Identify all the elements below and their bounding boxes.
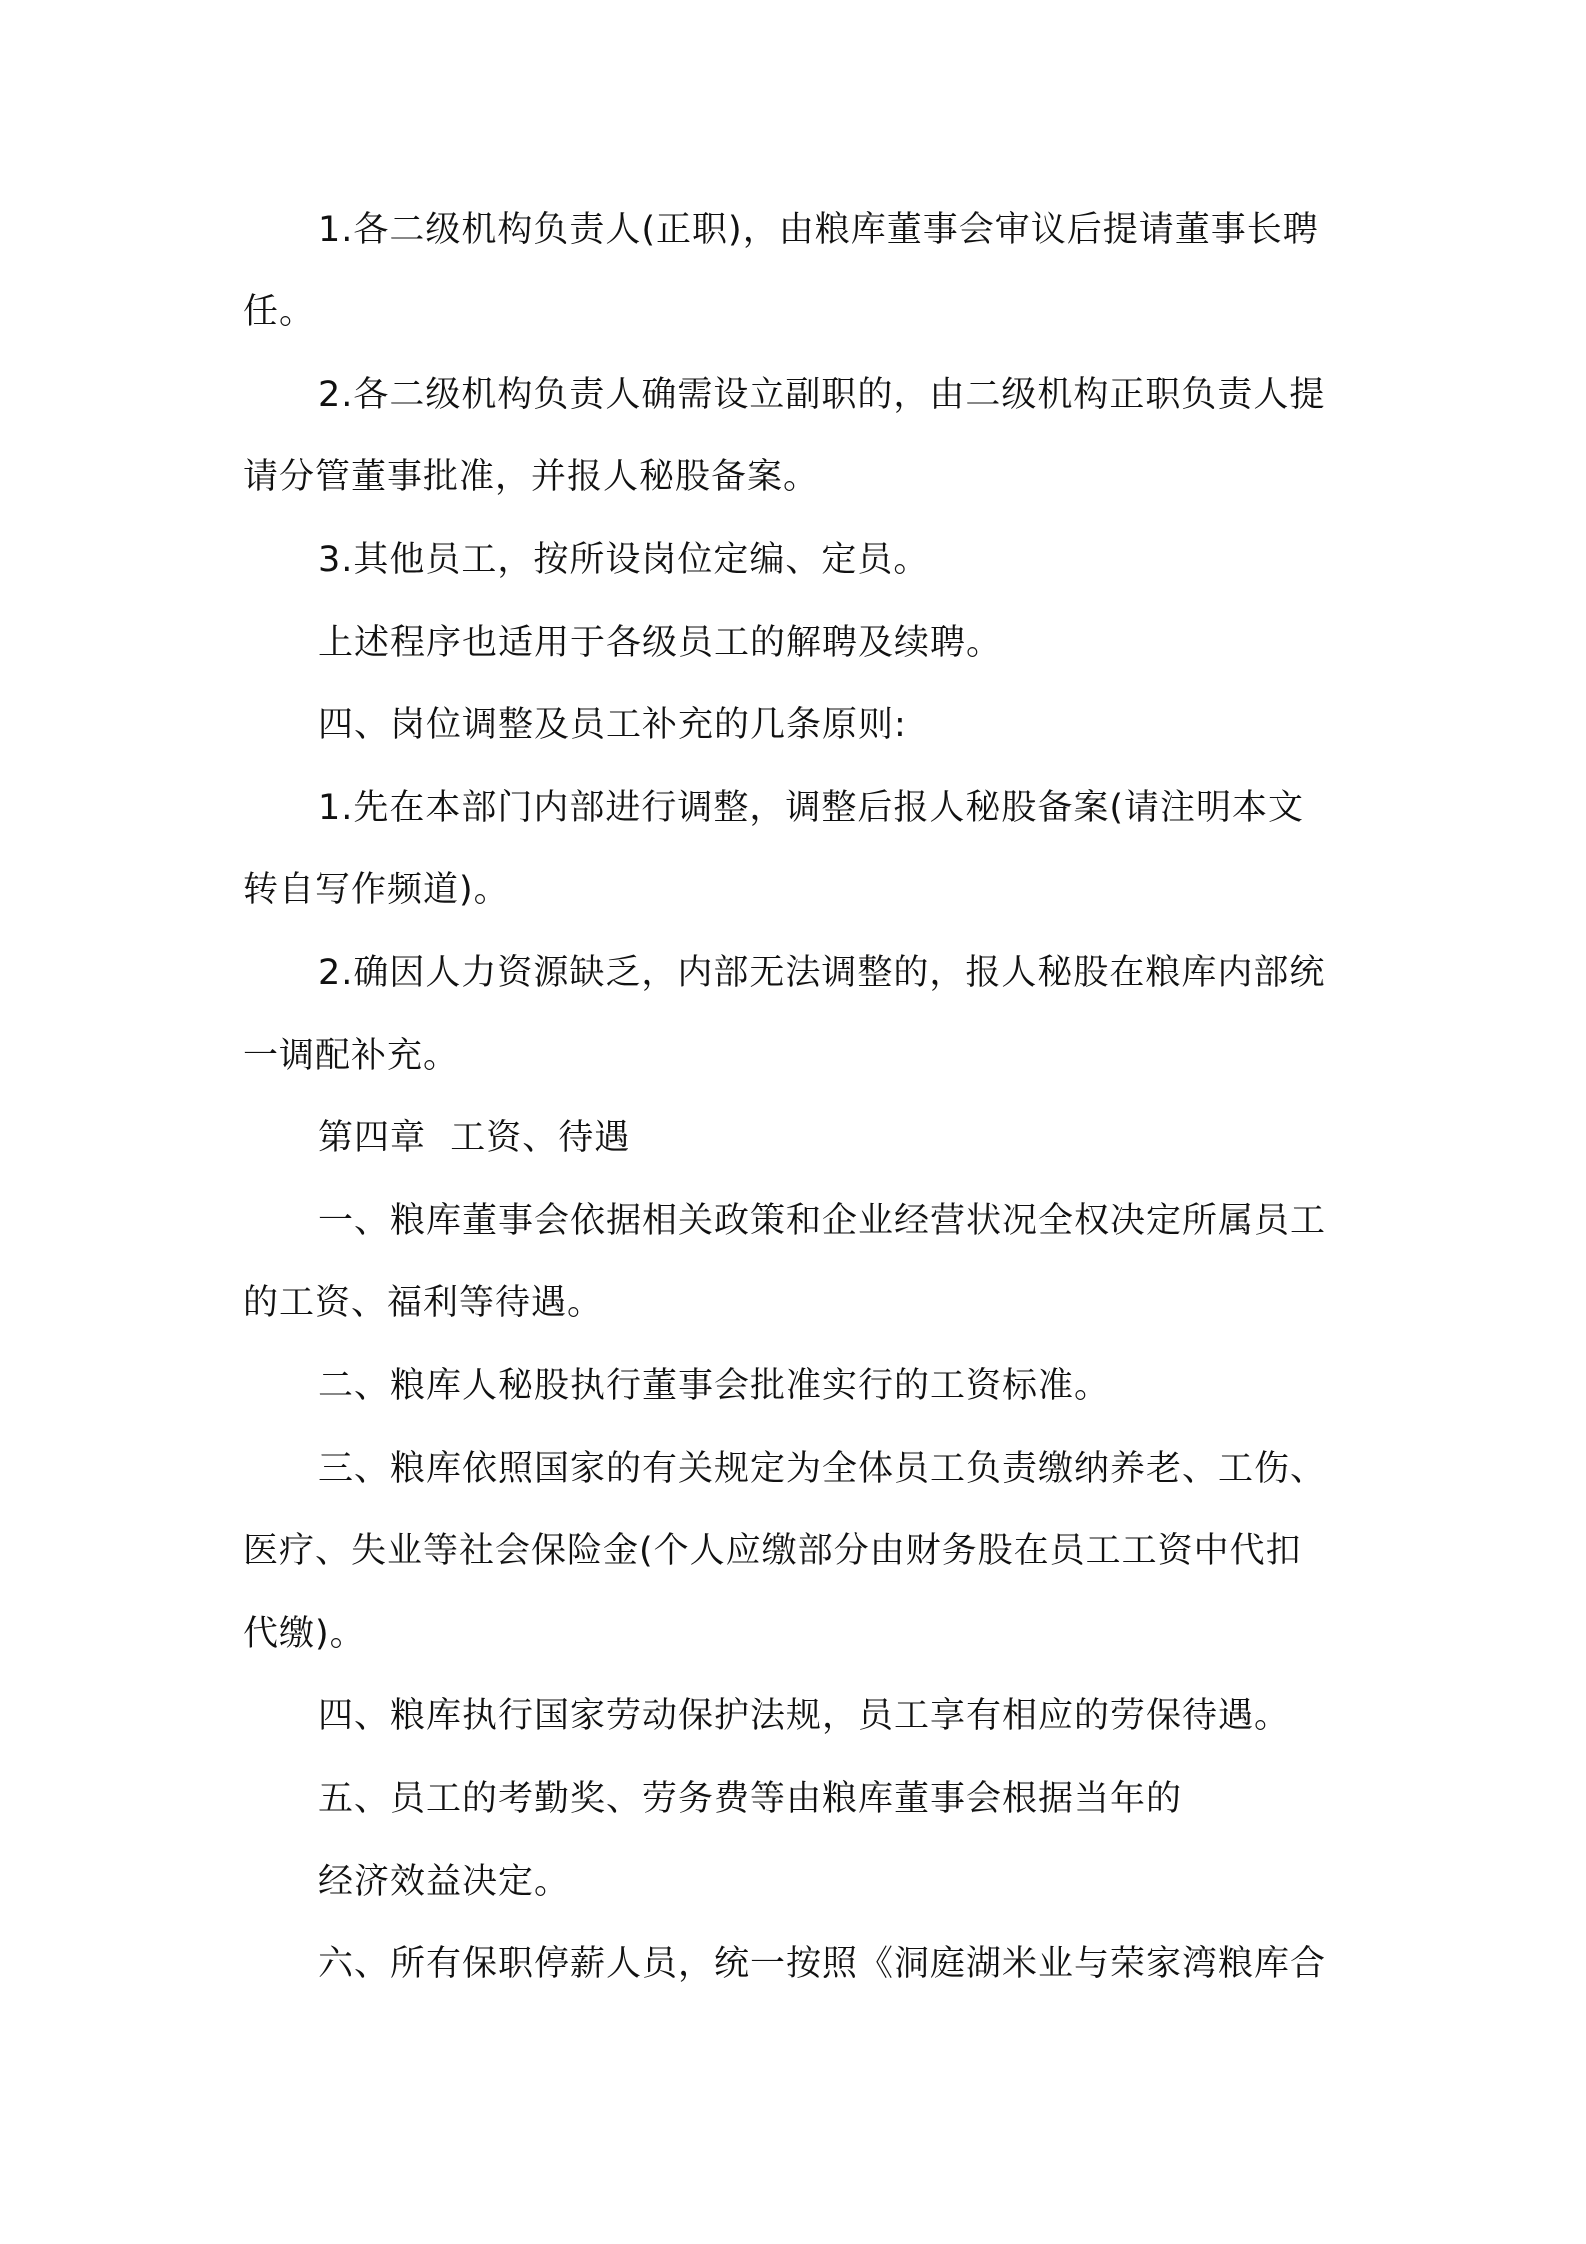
text-line: 五、员工的考勤奖、劳务费等由粮库董事会根据当年的 [318, 1779, 1183, 1819]
text-line: 经济效益决定。 [318, 1862, 571, 1902]
text-line: 六、所有保职停薪人员，统一按照《洞庭湖米业与荣家湾粮库合 [318, 1944, 1327, 1984]
text-line: 一、粮库董事会依据相关政策和企业经营状况全权决定所属员工 [318, 1201, 1327, 1241]
text-line: 一调配补充。 [243, 1036, 460, 1076]
text-line: 1.先在本部门内部进行调整，调整后报人秘股备案(请注明本文 [318, 788, 1305, 828]
chapter-heading: 第四章 工资、待遇 [318, 1118, 631, 1158]
text-line: 2.各二级机构负责人确需设立副职的，由二级机构正职负责人提 [318, 375, 1326, 415]
text-line: 二、粮库人秘股执行董事会批准实行的工资标准。 [318, 1366, 1111, 1406]
text-line: 医疗、失业等社会保险金(个人应缴部分由财务股在员工工资中代扣 [243, 1531, 1302, 1571]
text-line: 的工资、福利等待遇。 [243, 1283, 604, 1323]
text-line: 1.各二级机构负责人(正职)，由粮库董事会审议后提请董事长聘 [318, 210, 1319, 250]
text-line: 2.确因人力资源缺乏，内部无法调整的，报人秘股在粮库内部统 [318, 953, 1326, 993]
text-line: 四、粮库执行国家劳动保护法规，员工享有相应的劳保待遇。 [318, 1696, 1291, 1736]
text-line: 请分管董事批准，并报人秘股备案。 [243, 457, 820, 497]
text-line: 3.其他员工，按所设岗位定编、定员。 [318, 540, 930, 580]
text-line: 三、粮库依照国家的有关规定为全体员工负责缴纳养老、工伤、 [318, 1449, 1327, 1489]
text-line: 转自写作频道)。 [243, 870, 510, 910]
text-line: 上述程序也适用于各级员工的解聘及续聘。 [318, 623, 1003, 663]
section-heading: 四、岗位调整及员工补充的几条原则: [318, 705, 907, 745]
text-line: 任。 [243, 292, 316, 332]
text-line: 代缴)。 [243, 1614, 366, 1654]
